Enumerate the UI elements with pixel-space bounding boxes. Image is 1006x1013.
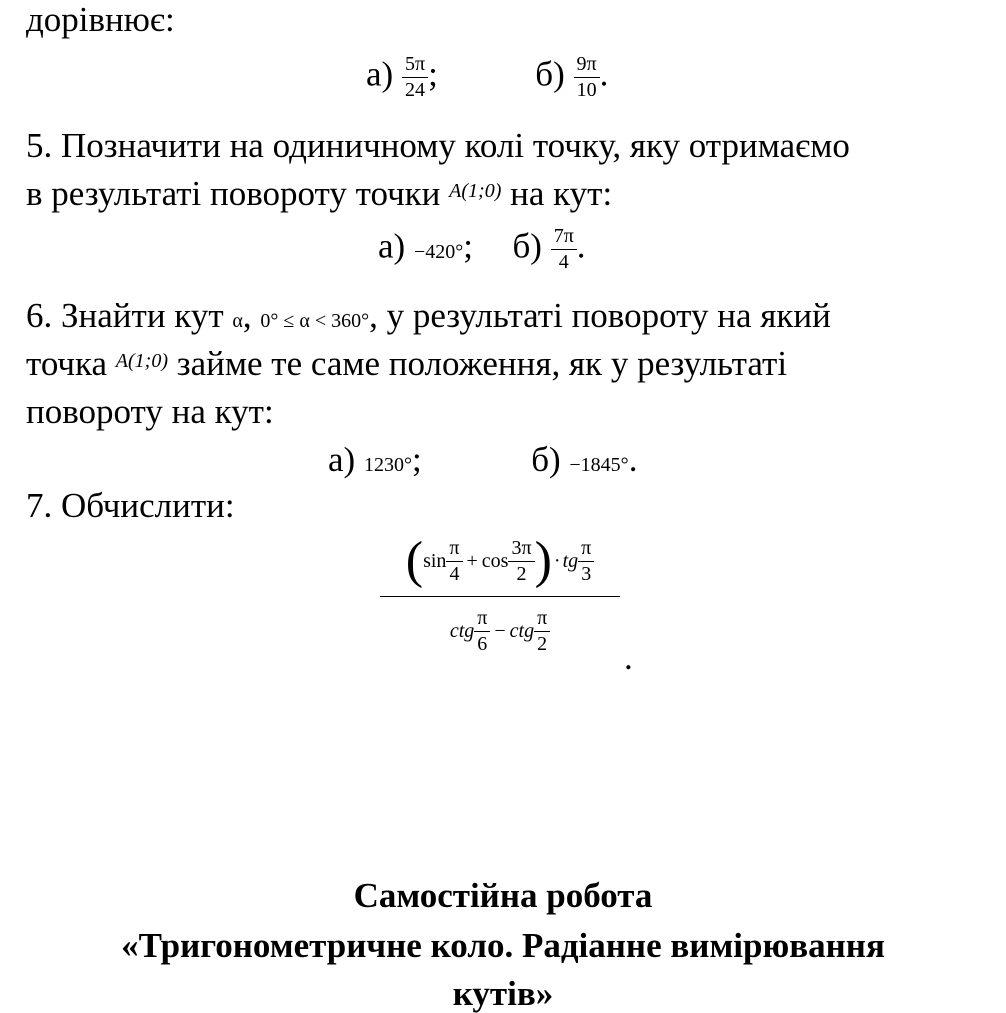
work-title: Самостійна робота: [353, 876, 653, 915]
angle-minus-420: −420°: [413, 240, 464, 263]
alpha-symbol: α: [232, 310, 243, 332]
sin-func: sin: [423, 550, 447, 572]
fraction-pi-6: $\frac{\pi}{6}$: [474, 608, 490, 655]
task6-answers-line: а) 1230°; б) −1845°.: [328, 440, 638, 479]
task7-title: 7. Обчислити:: [26, 486, 235, 525]
task5-line2: в результаті повороту точки $^{A(1;0)}$ на кут:: [26, 174, 613, 213]
angle-minus-1845: −1845°: [569, 454, 629, 476]
answer-b-label: б): [535, 54, 565, 94]
alpha-range: 0° ≤ α < 360°: [260, 310, 370, 332]
fraction-7pi-4: $\frac{7\pi}{4}$: [551, 226, 577, 273]
paren-close: ): [534, 532, 552, 589]
fraction-5pi-24: $\frac{5\pi}{24}$: [402, 54, 428, 101]
expression-end-dot: .: [624, 638, 633, 677]
cos-func: cos: [481, 550, 509, 572]
point-a-1-0: A(1;0): [115, 350, 168, 372]
angle-1230: 1230°: [363, 454, 412, 476]
work-subtitle-line1: «Тригонометричне коло. Радіанне вимірювання: [121, 926, 885, 965]
fraction-pi-3: $\frac{\pi}{3}$: [578, 538, 594, 585]
work-subtitle-line2: кутів»: [452, 974, 554, 1013]
answer-a-label: а): [366, 54, 394, 94]
minus-sign: −: [494, 620, 506, 642]
tg-func: tg: [562, 550, 579, 572]
intro-tail-text: дорівнює:: [26, 0, 175, 39]
ctg-func: ctg: [509, 620, 535, 642]
fraction-9pi-10: $\frac{9\pi}{10}$: [574, 54, 600, 101]
fraction-3pi-2: $\frac{3\pi}{2}$: [508, 538, 534, 585]
multiply-dot: ·: [553, 550, 561, 572]
task5-answers-line: а) −420°; б) $\frac{7\pi}{4}$ .: [378, 225, 586, 273]
main-fraction-bar: [380, 596, 620, 597]
task6-line3: повороту на кут:: [26, 392, 274, 431]
expression-denominator: [380, 601, 620, 661]
task6-line2: точка $^{A(1;0)}$ займе те саме положення, як у результаті: [26, 344, 788, 383]
paren-open: (: [405, 532, 424, 589]
previous-answers-line: а) $\frac{5\pi}{24}$ ; б) $\frac{9\pi}{10}$ .: [366, 53, 609, 101]
fraction-pi-4: $\frac{\pi}{4}$: [446, 538, 462, 585]
ctg-func: ctg: [449, 620, 475, 642]
task6-line1: 6. Знайти кут α, 0° ≤ α < 360°, у результаті повороту на який: [26, 296, 831, 335]
point-a-1-0: A(1;0): [449, 180, 502, 202]
plus-sign: +: [466, 550, 478, 572]
task7-expression: [380, 528, 620, 661]
expression-numerator: [380, 528, 620, 594]
task5-line1: 5. Позначити на одиничному колі точку, яку отримаємо: [26, 126, 850, 165]
fraction-pi-2: $\frac{\pi}{2}$: [534, 608, 550, 655]
